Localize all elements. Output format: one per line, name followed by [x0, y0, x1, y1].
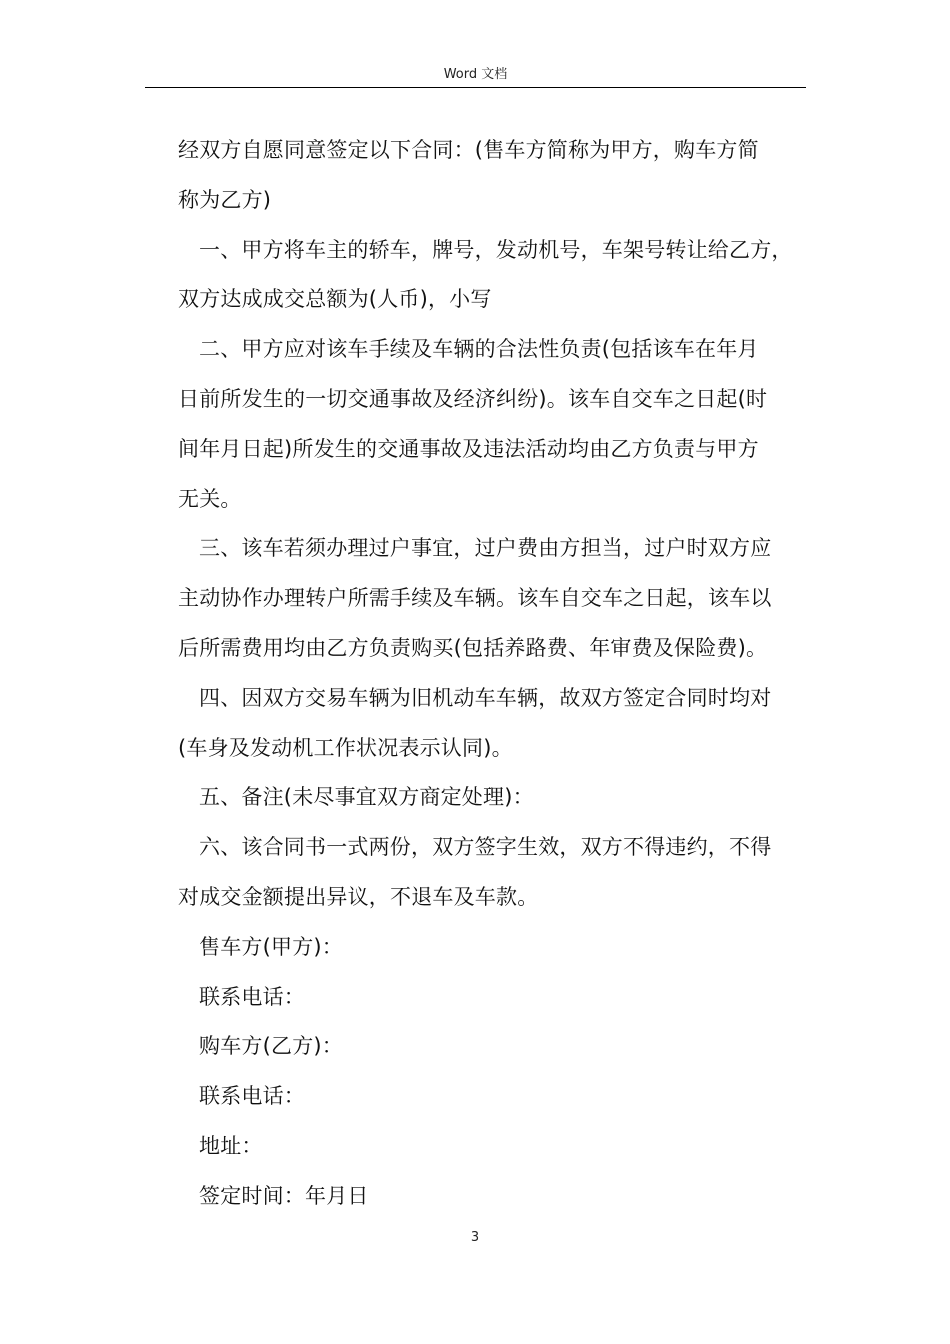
page-number: 3 — [470, 1230, 480, 1245]
text-line: 称为乙方) — [178, 187, 272, 212]
text-line: 四、因双方交易车辆为旧机动车车辆，故双方签定合同时均对 — [199, 685, 772, 710]
text-line: 间年月日起)所发生的交通事故及违法活动均由乙方负责与甲方 — [178, 436, 759, 461]
text-line: 日前所发生的一切交通事故及经济纠纷)。该车自交车之日起(时 — [178, 386, 768, 411]
text-line: 二、甲方应对该车手续及车辆的合法性负责(包括该车在年月 — [199, 337, 759, 362]
text-line: 签定时间：年月日 — [199, 1183, 369, 1208]
text-line: 地址： — [199, 1133, 263, 1158]
text-line: 售车方(甲方)： — [199, 934, 343, 959]
text-line: 五、备注(未尽事宜双方商定处理)： — [199, 785, 534, 810]
text-line: 联系电话： — [199, 984, 305, 1009]
text-line: 三、该车若须办理过户事宜，过户费由方担当，过户时双方应 — [199, 536, 772, 561]
text-line: 对成交金额提出异议，不退车及车款。 — [178, 884, 539, 909]
text-line: 一、甲方将车主的轿车，牌号，发动机号，车架号转让给乙方， — [199, 237, 793, 262]
page-header: Word 文档 — [443, 67, 508, 82]
text-line: 后所需费用均由乙方负责购买(包括养路费、年审费及保险费)。 — [178, 635, 768, 660]
document-body — [178, 126, 812, 1222]
text-line: 购车方(乙方)： — [199, 1034, 343, 1059]
text-line: (车身及发动机工作状况表示认同)。 — [178, 735, 513, 760]
text-line: 联系电话： — [199, 1084, 305, 1109]
text-line: 无关。 — [178, 486, 242, 511]
text-line: 主动协作办理转户所需手续及车辆。该车自交车之日起，该车以 — [178, 586, 772, 611]
header-divider — [145, 87, 806, 88]
text-line: 经双方自愿同意签定以下合同：(售车方简称为甲方，购车方简 — [178, 138, 759, 162]
text-line: 六、该合同书一式两份，双方签字生效，双方不得违约，不得 — [199, 835, 772, 860]
text-line: 双方达成成交总额为(人币)，小写 — [178, 287, 492, 312]
